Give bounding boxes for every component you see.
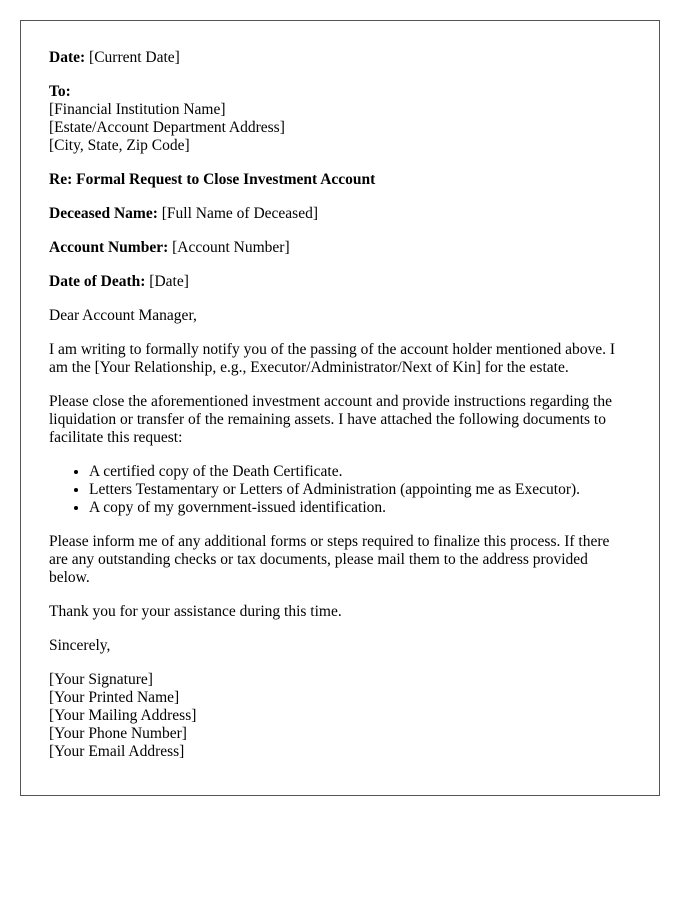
recipient-line: [Estate/Account Department Address] [49,119,285,136]
date-of-death-label: Date of Death: [49,273,146,290]
enclosure-list [49,463,631,517]
deceased-name-value: [Full Name of Deceased] [157,205,318,222]
account-number-label: Account Number: [49,239,169,256]
date-of-death-line [49,273,631,291]
mailing-address-line: [Your Mailing Address] [49,707,197,724]
date-line [49,49,631,67]
printed-name-line: [Your Printed Name] [49,689,180,706]
list-item: • Letters Testamentary or Letters of Administration (appointing me as Executor). [89,481,631,499]
deceased-name-line [49,205,631,223]
date-of-death-value: [Date] [145,273,189,290]
date-label: Date: [49,49,86,66]
date-value: [Current Date] [85,49,180,66]
body-paragraph: Please inform me of any additional forms or steps required to finalize this process. If there are any outstanding checks or tax documents, please mail them to the address provided below. [49,533,610,586]
salutation: Dear Account Manager, [49,307,197,324]
letter-document [20,20,660,796]
closing: Sincerely, [49,637,111,654]
signature-block [49,671,631,761]
recipient-block [49,83,631,155]
account-number-value: [Account Number] [168,239,290,256]
recipient-line: [City, State, Zip Code] [49,137,190,154]
email-address-line: [Your Email Address] [49,743,185,760]
body-paragraph: I am writing to formally notify you of the passing of the account holder mentioned above. I am the [Your Relationship, e.g., Executor/Administrator/Next of Kin] for the estate. [49,341,616,376]
body-paragraph: Please close the aforementioned investment account and provide instructions regarding the liquidation or transfer of the remaining assets. I have attached the following documents to facilitate this request: [49,393,612,446]
deceased-name-label: Deceased Name: [49,205,158,222]
phone-number-line: [Your Phone Number] [49,725,187,742]
account-number-line [49,239,631,257]
subject-line: Re: Formal Request to Close Investment Account [49,171,376,188]
signature-line: [Your Signature] [49,671,153,688]
body-paragraph: Thank you for your assistance during this time. [49,603,342,620]
recipient-line: [Financial Institution Name] [49,101,226,118]
list-item: • A certified copy of the Death Certificate. [89,463,631,481]
list-item: • A copy of my government-issued identification. [89,499,631,517]
to-label: To: [49,83,71,100]
